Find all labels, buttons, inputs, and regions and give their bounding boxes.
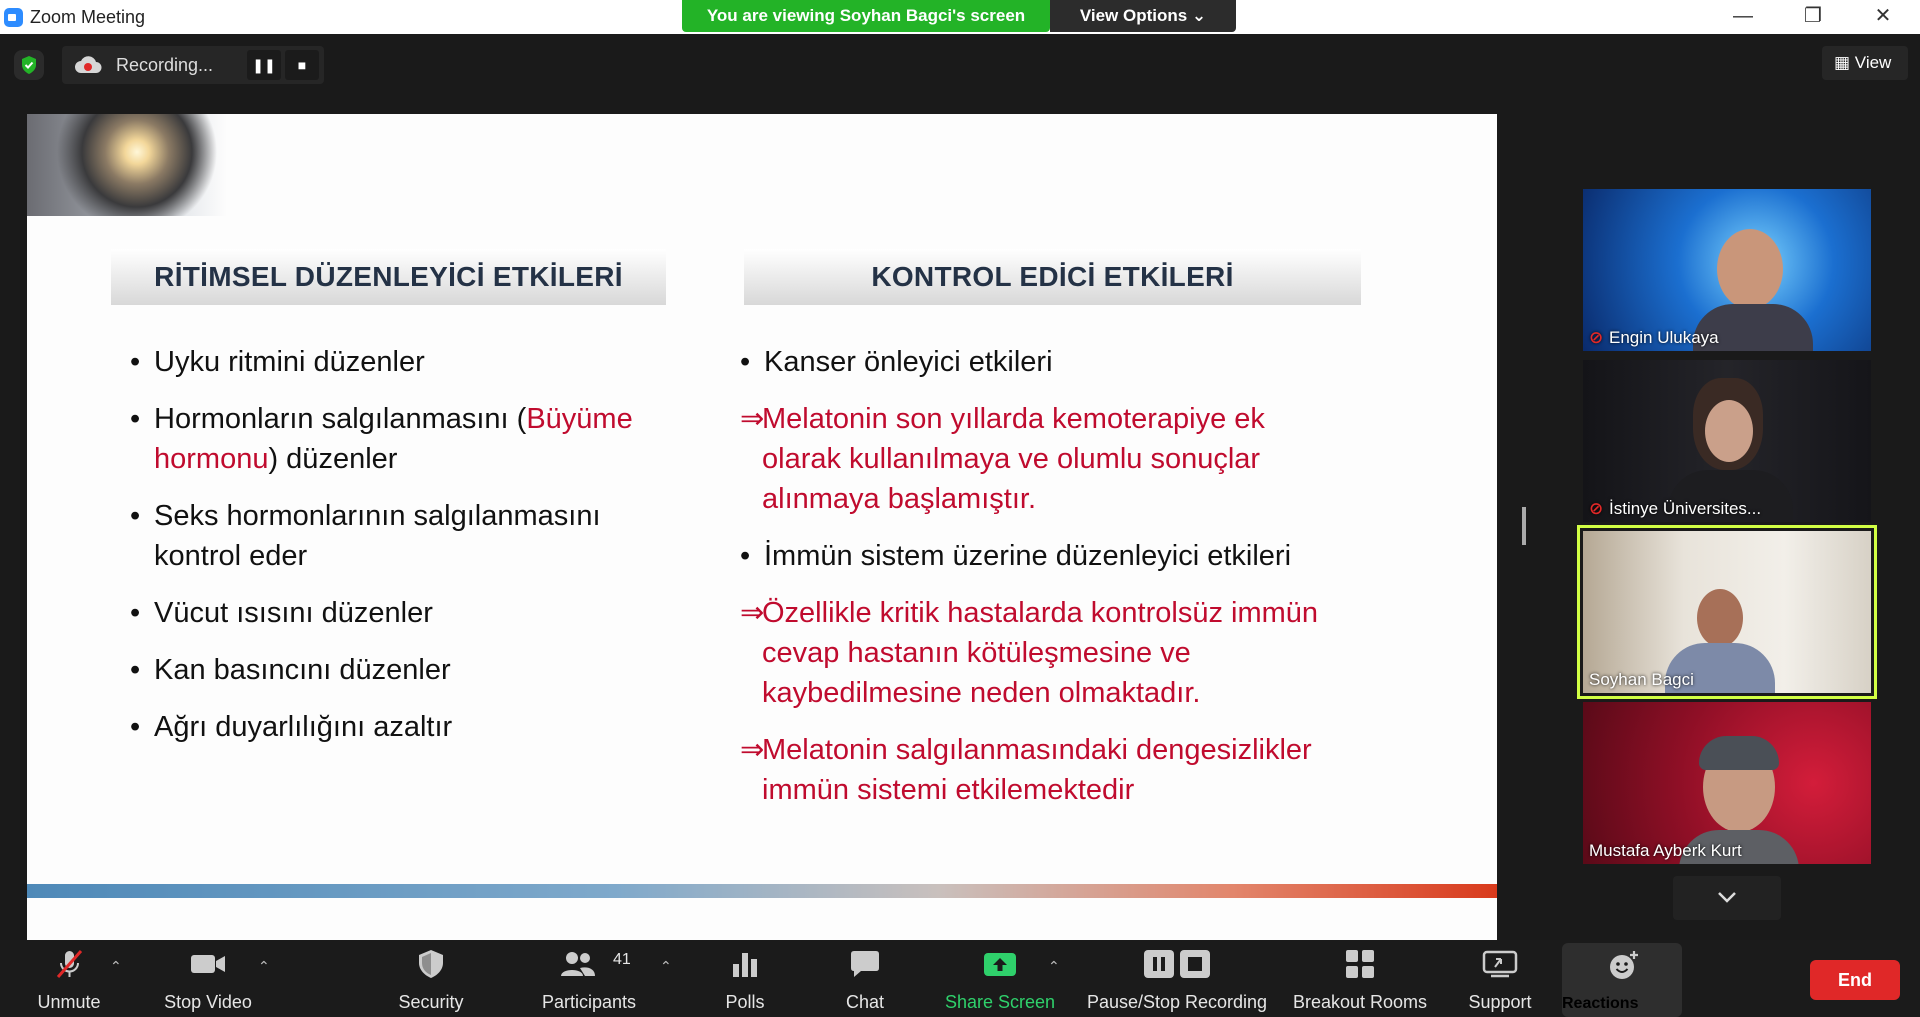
shared-screen-slide (27, 114, 1497, 940)
share-options-caret-icon[interactable]: ⌃ (1048, 958, 1060, 974)
participants-icon (558, 948, 598, 980)
left-bullet-list (130, 342, 690, 764)
participants-button[interactable] (534, 940, 644, 1017)
bullet-text: Melatonin son yıllarda kemoterapiye ek olarak kullanılmaya ve olumlu sonuçlar alınmaya başlamıştır. (762, 403, 1265, 515)
reactions-button[interactable] (1562, 943, 1682, 1017)
muted-mic-icon: ⊘ (1589, 328, 1604, 347)
stop-recording-button[interactable]: ■ (285, 50, 319, 80)
bullet-text: ) düzenler (268, 443, 398, 475)
bullet-text: Vücut ısısını düzenler (154, 597, 433, 629)
panel-resize-handle[interactable] (1522, 507, 1526, 545)
support-label: Support (1468, 992, 1532, 1012)
unmute-button[interactable] (26, 940, 112, 1017)
implies-arrow-icon: ⇒ (740, 403, 765, 435)
list-item (130, 593, 690, 633)
slide-footer-gradient-bar (27, 884, 1497, 898)
list-item (130, 650, 690, 690)
chevron-down-icon (1717, 890, 1737, 904)
breakout-rooms-label: Breakout Rooms (1292, 992, 1428, 1012)
view-options-button[interactable]: View Options ⌄ (1050, 0, 1236, 32)
stop-video-label: Stop Video (164, 992, 252, 1012)
chat-label: Chat (845, 992, 885, 1012)
recording-label: Recording... (116, 55, 214, 75)
bullet-text: Özellikle kritik hastalarda kontrolsüz immün cevap hastanın kötüleşmesine ve kaybedilmesine neden olmaktadır. (762, 597, 1319, 709)
participants-count: 41 (613, 951, 631, 968)
implies-arrow-icon: ⇒ (740, 734, 765, 766)
polls-label: Polls (725, 992, 765, 1012)
viewing-screen-banner: You are viewing Soyhan Bagci's screen (682, 0, 1050, 32)
scroll-down-button[interactable] (1673, 876, 1781, 920)
participant-face (1705, 400, 1753, 462)
list-item (740, 593, 1370, 713)
list-item (130, 707, 690, 747)
participant-name: Soyhan Bagci (1589, 670, 1694, 689)
right-bullet-list (740, 342, 1380, 827)
pause-stop-icon (1142, 948, 1212, 980)
bullet-text: Seks hormonlarının salgılanmasını kontrol eder (154, 500, 601, 572)
list-item (130, 342, 690, 382)
share-screen-button[interactable] (940, 940, 1060, 1017)
video-camera-icon (189, 948, 227, 980)
support-screen-icon (1481, 948, 1519, 980)
security-label: Security (398, 992, 464, 1012)
bullet-text: Kanser önleyici etkileri (764, 346, 1053, 378)
bullet-text: Ağrı duyarlılığını azaltır (154, 711, 453, 743)
participant-head (1717, 229, 1783, 309)
encryption-shield-icon[interactable] (14, 50, 44, 80)
bullet-text: Melatonin salgılanmasındaki dengesizlikler immün sistemi etkilemektedir (762, 734, 1312, 806)
share-screen-label: Share Screen (944, 992, 1056, 1012)
participants-label: Participants (541, 992, 637, 1012)
participant-name: ⊘ İstinye Üniversites... (1589, 499, 1762, 518)
meeting-toolbar (0, 940, 1920, 1017)
restore-button[interactable]: ❐ (1804, 5, 1822, 27)
slide-header-image (27, 114, 227, 216)
bullet-highlight: Büyüme hormonu (154, 403, 633, 475)
recording-indicator (62, 46, 324, 84)
reactions-smiley-icon (1606, 949, 1642, 981)
unmute-label: Unmute (37, 992, 101, 1012)
list-item (130, 399, 690, 479)
grid-icon: ▦ (1834, 53, 1851, 72)
window-title: Zoom Meeting (30, 7, 146, 27)
pause-stop-recording-button[interactable] (1082, 940, 1272, 1017)
bullet-text: İmmün sistem üzerine düzenleyici etkileri (764, 540, 1292, 572)
security-button[interactable] (386, 940, 476, 1017)
participant-video-istinye[interactable] (1583, 360, 1871, 522)
reactions-label: Reactions (1562, 995, 1639, 1012)
pause-recording-button[interactable]: ❚❚ (247, 50, 281, 80)
chat-bubble-icon (848, 948, 882, 980)
active-speaker-border (1577, 525, 1877, 699)
audio-options-caret-icon[interactable]: ⌃ (110, 958, 122, 974)
list-item (740, 536, 1380, 576)
share-screen-icon (981, 948, 1019, 980)
chat-button[interactable] (825, 940, 905, 1017)
end-meeting-button[interactable]: End (1810, 960, 1900, 1000)
list-item (740, 730, 1370, 810)
breakout-rooms-icon (1344, 948, 1376, 980)
participant-video-engin[interactable] (1583, 189, 1871, 351)
list-item (740, 342, 1380, 382)
breakout-rooms-button[interactable] (1290, 940, 1430, 1017)
list-item (130, 496, 650, 576)
participant-name: Mustafa Ayberk Kurt (1589, 841, 1742, 860)
pause-stop-recording-label: Pause/Stop Recording (1086, 992, 1268, 1012)
close-button[interactable]: ✕ (1874, 5, 1892, 27)
security-shield-icon (416, 948, 446, 980)
participants-options-caret-icon[interactable]: ⌃ (660, 958, 672, 974)
support-button[interactable] (1455, 940, 1545, 1017)
right-heading: KONTROL EDİCİ ETKİLERİ (744, 249, 1361, 305)
stop-video-button[interactable] (158, 940, 258, 1017)
polls-chart-icon (730, 948, 760, 980)
list-item (740, 399, 1340, 519)
bullet-text: Hormonların salgılanmasını ( (154, 403, 527, 435)
muted-mic-icon: ⊘ (1589, 499, 1604, 518)
view-label: View (1854, 53, 1892, 72)
implies-arrow-icon: ⇒ (740, 597, 765, 629)
participant-name: ⊘ Engin Ulukaya (1589, 328, 1719, 347)
bullet-text: Uyku ritmini düzenler (154, 346, 425, 378)
muted-microphone-icon (53, 948, 85, 980)
participant-hair (1699, 736, 1779, 770)
participant-video-mustafa[interactable] (1583, 702, 1871, 864)
video-options-caret-icon[interactable]: ⌃ (258, 958, 270, 974)
zoom-logo-icon (4, 8, 23, 27)
minimize-button[interactable]: — (1733, 5, 1753, 27)
left-heading: RİTİMSEL DÜZENLEYİCİ ETKİLERİ (111, 249, 666, 305)
bullet-text: Kan basıncını düzenler (154, 654, 451, 686)
view-layout-button[interactable] (1822, 46, 1908, 80)
polls-button[interactable] (705, 940, 785, 1017)
cloud-recording-icon (74, 55, 102, 75)
